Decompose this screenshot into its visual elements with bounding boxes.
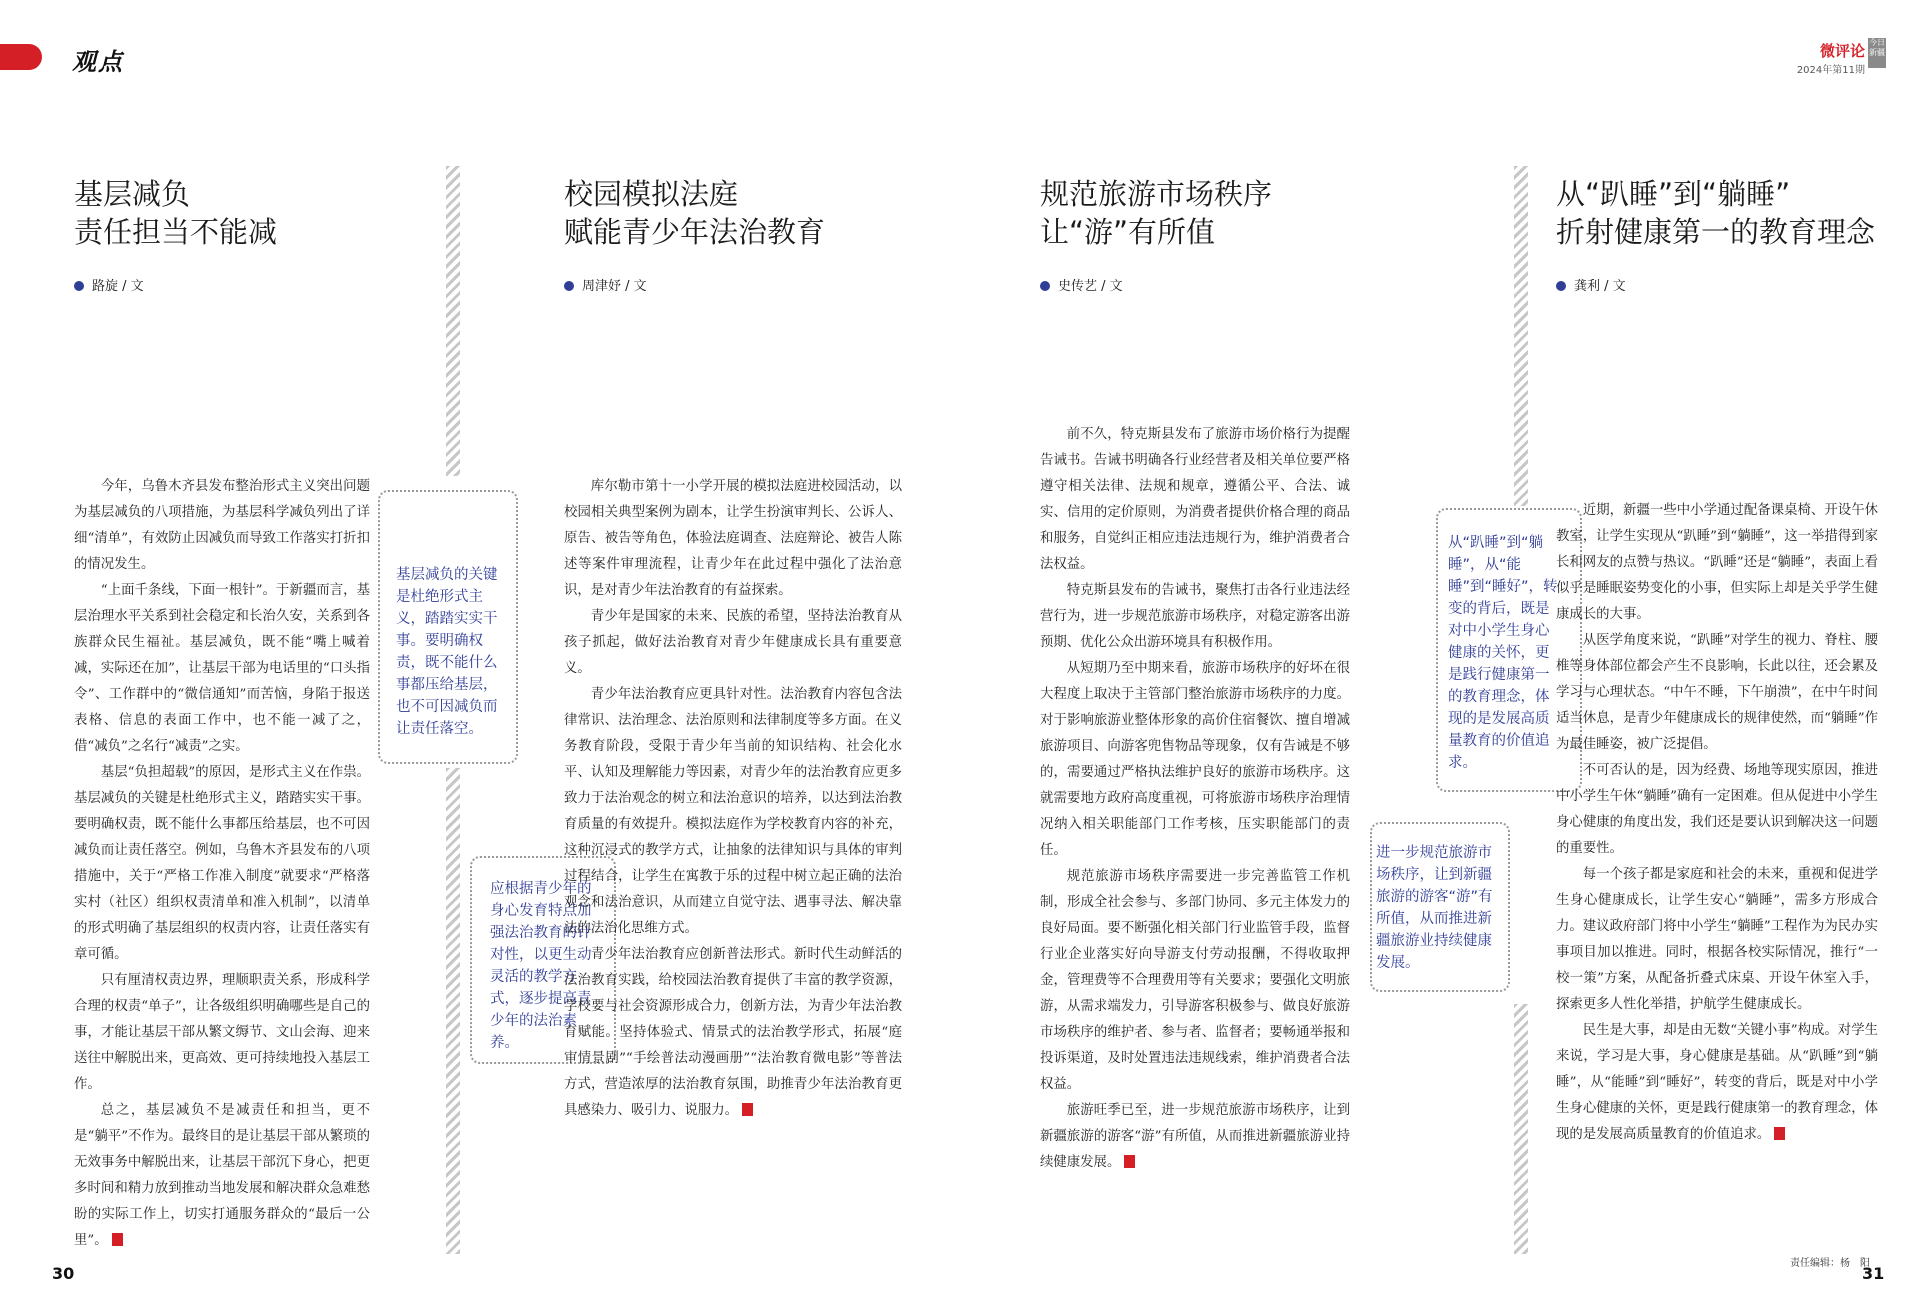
article-byline	[74, 275, 144, 294]
paragraph-text: 青少年法治教育应创新普法形式。新时代生动鲜活的法治教育实践，给校园法治教育提供了丰富的教学资源，学校要与社会资源形成合力，创新方法，为青少年法治教育赋能。坚持体验式、情景式的法治教学形式，拓展“庭审情景剧”“手绘普法动漫画册”“法治教育微电影”等普法方式，营造浓厚的法治教育氛围，助推青少年法治教育更具感染力、吸引力、说服力。	[564, 947, 902, 1118]
article-body	[564, 474, 902, 1124]
end-mark-icon	[742, 1103, 753, 1116]
editor-credit: 责任编辑：杨 阳	[1790, 1258, 1870, 1269]
paragraph: 前不久，特克斯县发布了旅游市场价格行为提醒告诫书。告诫书明确各行业经营者及相关单位要严格遵守相关法律、法规和规章，遵循公平、合法、诚实、信用的定价原则，为消费者提供价格合理的商品和服务，自觉纠正相应违法违规行为，维护消费者合法权益。	[1040, 427, 1350, 572]
pull-quote: 应根据青少年的身心发育特点加强法治教育的针对性，以更生动灵活的教学方式，逐步提高青少年的法治素养。	[490, 881, 592, 1051]
magazine-brand	[1797, 40, 1865, 76]
section-marker	[0, 44, 42, 70]
article-header	[74, 175, 404, 251]
article-title: 折射健康第一的教育理念	[1556, 215, 1876, 249]
end-mark-icon	[1774, 1127, 1785, 1140]
end-mark-icon	[1124, 1155, 1135, 1168]
page-number-right: 31	[1862, 1264, 1885, 1283]
article-title: 基层减负	[74, 177, 191, 211]
byline-dot-icon	[74, 281, 84, 291]
article-title: 从“趴睡”到“躺睡”	[1556, 177, 1791, 211]
article-byline	[1040, 275, 1123, 294]
article-body	[1040, 422, 1350, 1176]
article-title: 责任担当不能减	[74, 215, 278, 249]
paragraph	[1556, 1018, 1878, 1148]
page-number-left: 30	[52, 1264, 75, 1283]
paragraph-text: 总之，基层减负不是减责任和担当，更不是“躺平”不作为。最终目的是让基层干部从繁琐的无效事务中解脱出来，让基层干部沉下身心，把更多时间和精力放到推动当地发展和解决群众急难愁盼的实际工作上，切实打通服务群众的“最后一公里”。	[74, 1103, 370, 1248]
article-title: 赋能青少年法治教育	[564, 215, 826, 249]
paragraph-text: 旅游旺季已至，进一步规范旅游市场秩序，让到新疆旅游的游客“游”有所值，从而推进新疆旅游业持续健康发展。	[1040, 1103, 1350, 1170]
paragraph	[74, 1098, 370, 1254]
author: 龚利 / 文	[1574, 279, 1626, 294]
paragraph: “上面千条线，下面一根针”。于新疆而言，基层治理水平关系到社会稳定和长治久安，关系到各族群众民生福祉。基层减负，既不能“嘴上喊着减，实际还在加”，让基层干部为电话里的“口头指令”、工作群中的“微信通知”而苦恼，身陷于报送表格、信息的表面工作中，也不能一减了之，借“减负”之名行“减责”之实。	[74, 583, 370, 754]
pull-quote: 从“趴睡”到“躺睡”，从“能睡”到“睡好”，转变的背后，既是对中小学生身心健康的关怀，更是践行健康第一的教育理念，体现的是发展高质量教育的价值追求。	[1448, 535, 1558, 771]
paragraph: 规范旅游市场秩序需要进一步完善监管工作机制，形成全社会参与、多部门协同、多元主体发力的良好局面。要不断强化相关部门行业监管手段，监督行业企业落实好向导游支付劳动报酬，不得收取押金，管理费等不合理费用等有关要求；要强化文明旅游，从需求端发力，引导游客积极参与、做良好旅游市场秩序的维护者、参与者、监督者；要畅通举报和投诉渠道，及时处置违法违规线索，维护消费者合法权益。	[1040, 869, 1350, 1092]
brand-logo: 今日新疆	[1868, 38, 1886, 68]
section-label: 观点	[72, 47, 124, 76]
article-body	[74, 474, 370, 1254]
brand-issue: 2024年第11期	[1796, 65, 1865, 76]
paragraph: 只有厘清权责边界，理顺职责关系，形成科学合理的权责“单子”，让各级组织明确哪些是自己的事，才能让基层干部从繁文缛节、文山会海、迎来送往中解脱出来，更高效、更可持续地投入基层工作。	[74, 973, 370, 1092]
column-divider	[1514, 1004, 1528, 1254]
paragraph	[564, 942, 902, 1124]
paragraph: 近期，新疆一些中小学通过配备课桌椅、开设午休教室，让学生实现从“趴睡”到“躺睡”，这一举措得到家长和网友的点赞与热议。“趴睡”还是“躺睡”，表面上看似乎是睡眠姿势变化的小事，但实际上却是关乎学生健康成长的大事。	[1556, 503, 1878, 622]
paragraph	[1040, 1098, 1350, 1176]
author: 史传艺 / 文	[1058, 279, 1123, 294]
author: 周津妤 / 文	[582, 279, 647, 294]
pull-quote: 进一步规范旅游市场秩序，让到新疆旅游的游客“游”有所值，从而推进新疆旅游业持续健康发展。	[1376, 845, 1493, 971]
column-divider	[446, 768, 460, 1254]
article-header	[564, 175, 944, 251]
paragraph: 每一个孩子都是家庭和社会的未来，重视和促进学生身心健康成长，让学生安心“躺睡”，需多方形成合力。建议政府部门将中小学生“躺睡”工程作为为民办实事项目加以推进。同时，根据各校实际情况，推行“一校一策”方案，从配备折叠式床桌、开设午休室入手，探索更多人性化举措，护航学生健康成长。	[1556, 867, 1878, 1012]
paragraph: 青少年法治教育应更具针对性。法治教育内容包含法律常识、法治理念、法治原则和法律制度等多方面。在义务教育阶段，受限于青少年当前的知识结构、社会化水平、认知及理解能力等因素，对青少年的法治教育应更多致力于法治观念的树立和法治意识的培养，以达到法治教育质量的有效提升。模拟法庭作为学校教育内容的补充，这种沉浸式的教学方式，让抽象的法律知识与具体的审判过程结合，让学生在寓教于乐的过程中树立起正确的法治观念和法治意识，从而建立自觉守法、遇事寻法、解决靠法的法治化思维方式。	[564, 687, 902, 936]
paragraph: 库尔勒市第十一小学开展的模拟法庭进校园活动，以校园相关典型案例为剧本，让学生扮演审判长、公诉人、原告、被告等角色，体验法庭调查、法庭辩论、被告人陈述等案件审理流程，让青少年在此过程中强化了法治意识，是对青少年法治教育的有益探索。	[564, 479, 902, 598]
brand-title: 微评论	[1819, 42, 1865, 60]
pull-quote: 基层减负的关键是杜绝形式主义，踏踏实实干事。要明确权责，既不能什么事都压给基层，也不可因减负而让责任落空。	[396, 567, 498, 737]
paragraph: 从医学角度来说，“趴睡”对学生的视力、脊柱、腰椎等身体部位都会产生不良影响，长此以往，还会累及学习与心理状态。“中午不睡，下午崩溃”，在中午时间适当休息，是青少年健康成长的规律使然，而“躺睡”作为最佳睡姿，被广泛提倡。	[1556, 633, 1878, 752]
article-title: 规范旅游市场秩序	[1040, 177, 1273, 211]
column-divider	[1514, 166, 1528, 506]
column-divider	[446, 166, 460, 476]
byline-dot-icon	[1040, 281, 1050, 291]
paragraph-text: 民生是大事，却是由无数“关键小事”构成。对学生来说，学习是大事，身心健康是基础。从“趴睡”到“躺睡”，从“能睡”到“睡好”，转变的背后，既是对中小学生身心健康的关怀，更是践行健康第一的教育理念，体现的是发展高质量教育的价值追求。	[1556, 1023, 1878, 1142]
paragraph: 今年，乌鲁木齐县发布整治形式主义突出问题为基层减负的八项措施，为基层科学减负列出了详细“清单”，有效防止因减负而导致工作落实打折扣的情况发生。	[74, 479, 370, 572]
article-header	[1040, 175, 1420, 251]
paragraph: 基层“负担超载”的原因，是形式主义在作祟。基层减负的关键是杜绝形式主义，踏踏实实干事。要明确权责，既不能什么事都压给基层，也不可因减负而让责任落空。例如，乌鲁木齐县发布的八项措施中，关于“严格工作准入制度”就要求“严格落实村（社区）组织权责清单和准入机制”，以清单的形式明确了基层组织的权责内容，让责任落实有章可循。	[74, 765, 370, 962]
article-header	[1556, 175, 1896, 251]
article-byline	[1556, 275, 1626, 294]
end-mark-icon	[112, 1233, 123, 1246]
paragraph: 不可否认的是，因为经费、场地等现实原因，推进中小学生午休“躺睡”确有一定困难。但从促进中小学生身心健康的角度出发，我们还是要认识到解决这一问题的重要性。	[1556, 763, 1878, 856]
article-title: 让“游”有所值	[1040, 215, 1216, 249]
byline-dot-icon	[1556, 281, 1566, 291]
paragraph: 特克斯县发布的告诫书，聚焦打击各行业违法经营行为，进一步规范旅游市场秩序，对稳定游客出游预期、优化公众出游环境具有积极作用。	[1040, 583, 1350, 650]
paragraph: 从短期乃至中期来看，旅游市场秩序的好坏在很大程度上取决于主管部门整治旅游市场秩序的力度。对于影响旅游业整体形象的高价住宿餐饮、擅自增减旅游项目、向游客兜售物品等现象，仅有告诫是不够的，需要通过严格执法维护良好的旅游市场秩序。这就需要地方政府高度重视，可将旅游市场秩序治理情况纳入相关职能部门工作考核，压实职能部门的责任。	[1040, 661, 1350, 858]
byline-dot-icon	[564, 281, 574, 291]
article-byline	[564, 275, 647, 294]
paragraph: 青少年是国家的未来、民族的希望，坚持法治教育从孩子抓起，做好法治教育对青少年健康成长具有重要意义。	[564, 609, 902, 676]
article-body	[1556, 498, 1878, 1148]
author: 路旋 / 文	[92, 279, 144, 294]
article-title: 校园模拟法庭	[564, 177, 739, 211]
